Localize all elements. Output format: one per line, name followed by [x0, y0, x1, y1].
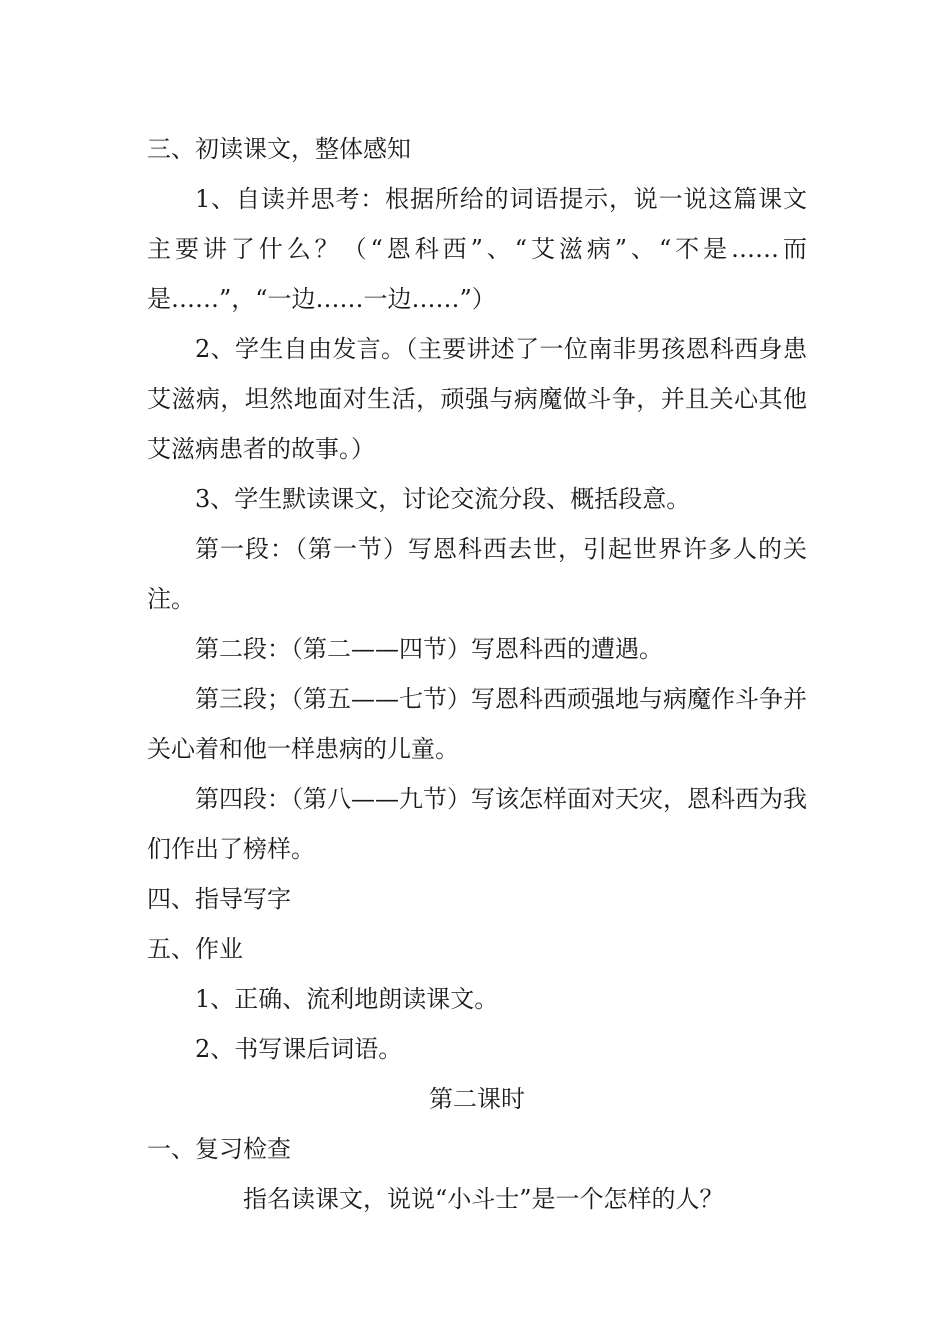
section-heading-5: 五、作业 [147, 935, 243, 963]
segment-2: 第二段：（第二——四节）写恩科西的遭遇。 [195, 635, 663, 663]
lesson-title: 第二课时 [429, 1085, 525, 1113]
homework-1: 1、正确、流利地朗读课文。 [195, 985, 499, 1013]
segment-4: 第四段：（第八——九节）写该怎样面对天灾，恩科西为我们作出了榜样。 [147, 785, 807, 863]
section-heading-4: 四、指导写字 [147, 885, 291, 913]
segment-3: 第三段；（第五——七节）写恩科西顽强地与病魔作斗争并关心着和他一样患病的儿童。 [147, 685, 807, 763]
section-heading-3: 三、初读课文，整体感知 [147, 135, 411, 163]
segment-1: 第一段：（第一节）写恩科西去世，引起世界许多人的关注。 [147, 535, 807, 613]
paragraph-1: 1、自读并思考：根据所给的词语提示，说一说这篇课文主要讲了什么？（“恩科西”、“艾滋病”、“不是……而是……”，“一边……一边……”） [147, 185, 807, 313]
paragraph-3: 3、学生默读课文，讨论交流分段、概括段意。 [195, 485, 691, 513]
paragraph-2: 2、学生自由发言。（主要讲述了一位南非男孩恩科西身患艾滋病，坦然地面对生活，顽强与病魔做斗争，并且关心其他艾滋病患者的故事。） [147, 335, 807, 463]
question-1: 指名读课文，说说“小斗士”是一个怎样的人？ [243, 1185, 724, 1213]
homework-2: 2、书写课后词语。 [195, 1035, 403, 1063]
document-body [147, 124, 807, 1224]
section-heading-1: 一、复习检查 [147, 1135, 291, 1163]
